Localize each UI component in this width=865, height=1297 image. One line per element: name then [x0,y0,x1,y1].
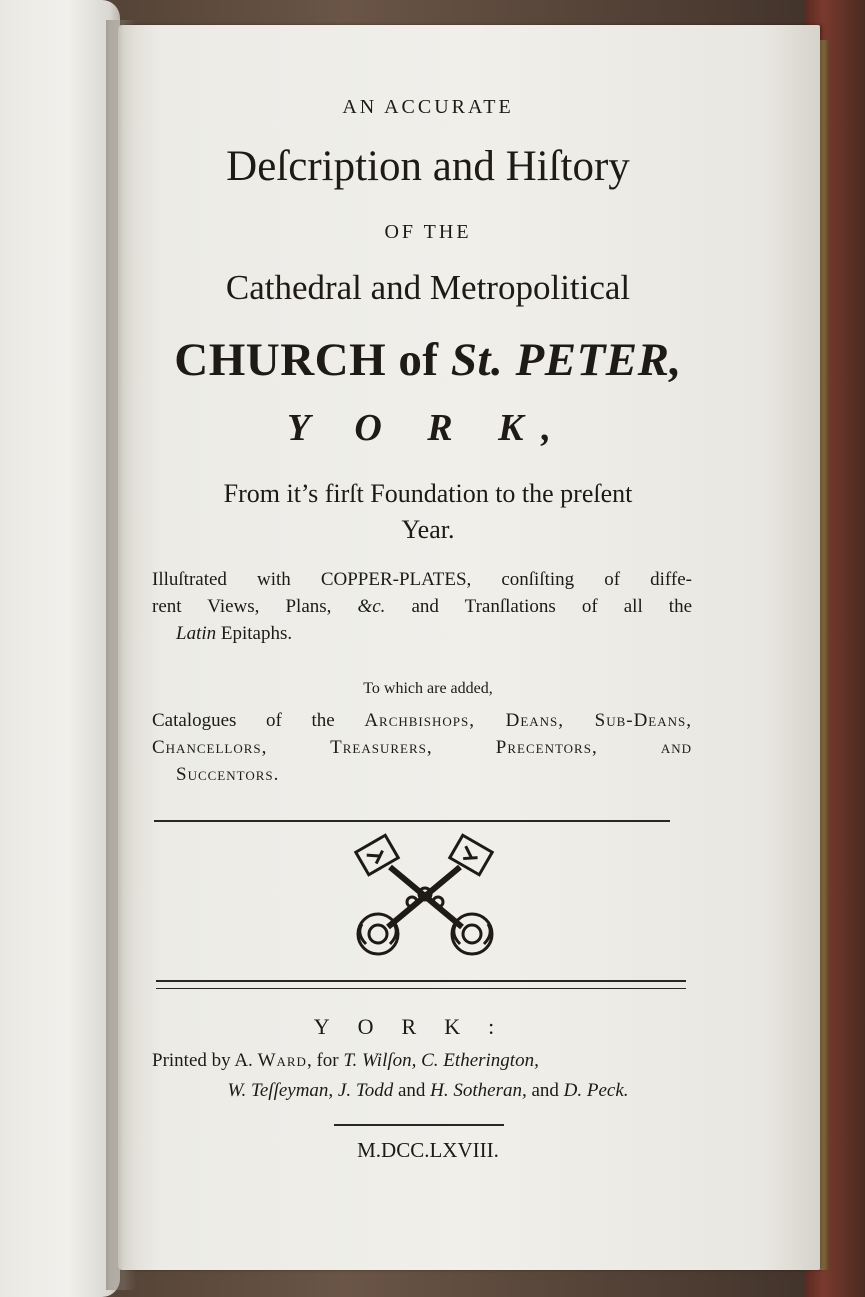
short-rule [334,1124,504,1126]
crossed-keys-icon [350,832,500,960]
top-rule [154,820,670,822]
illustrated-line-3 [152,620,692,647]
book-gutter-shadow [106,20,136,1290]
title-line-year: Year. [401,515,455,544]
catalogues-line-3: Succentors. [176,764,280,785]
title-line-from: From it’s firſt Foundation to the preſent [223,479,633,508]
and-word-2: and [526,1080,564,1101]
bookseller-peck: D. Peck. [563,1080,629,1101]
illustrated-paragraph [152,566,692,647]
facing-blank-page [0,0,120,1297]
imprint-line-2 [148,1080,708,1102]
printer-name: Ward [257,1050,307,1071]
for-word: , for [306,1050,344,1071]
title-line-york: Y O R K, [287,407,569,449]
bookseller-sotheran: H. Sotheran, [430,1080,527,1101]
illustrated-etc: &c. [357,596,386,617]
imprint-date: M.DCC.LXVIII. [357,1138,499,1162]
illustrated-line-2a: rent Views, Plans, [152,596,358,617]
illustrated-line-1: Illuſtrated with COPPER-PLATES, conſiſting of diffe- [152,569,692,590]
latin-word: Latin [176,623,217,644]
title-line-of-the: OF THE [384,221,472,243]
church-text: CHURCH of [174,334,451,386]
catalogues-line-1 [152,707,692,734]
illustrated-line-2 [152,593,692,620]
and-word-1: and [393,1080,431,1101]
catalogues-paragraph [152,707,692,788]
catalogues-lead: Catalogues of the [152,710,365,731]
title-line-accurate: AN ACCURATE [342,96,514,118]
imprint-place: YORK: [313,1014,523,1039]
catalogues-archbishops: Archbishops, Deans, Sub-Deans, [364,710,692,731]
imprint-line-1 [152,1050,687,1072]
double-rule [156,980,686,989]
title-line-cathedral: Cathedral and Metropolitical [225,268,631,307]
st-peter-text: St. PETER, [450,334,682,386]
booksellers-2: W. Teſſeyman, J. Todd [227,1080,394,1101]
title-line-church [148,333,708,387]
booksellers-1: T. Wilſon, C. Etherington, [343,1050,539,1071]
illustrated-line-2c: and Tranſlations of all the [385,596,693,617]
epitaphs-word: Epitaphs. [216,623,293,644]
catalogues-line-2: Chancellors, Treasurers, Precentors, and [152,737,692,758]
printed-by: Printed by A. [152,1050,258,1071]
to-which-added: To which are added, [363,680,493,697]
title-line-description: Deſcription and Hiſtory [226,143,630,190]
